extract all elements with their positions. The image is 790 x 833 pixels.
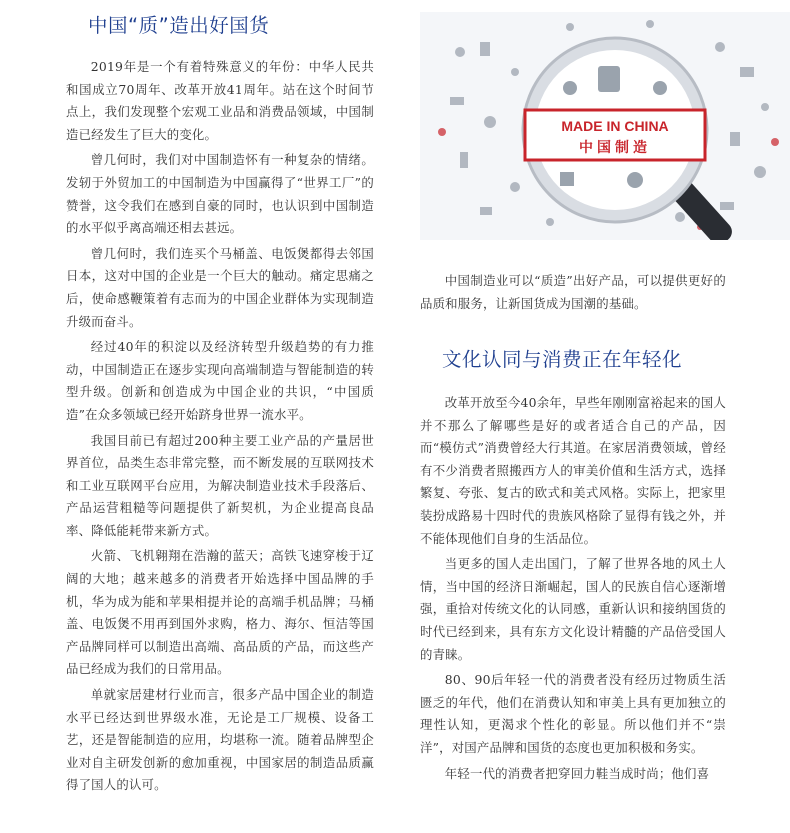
paragraph: 曾几何时，我们连买个马桶盖、电饭煲都得去邻国日本，这对中国的企业是一个巨大的触动。痛定思痛之后，使命感鞭策着有志而为的中国企业群体为实现制造升级而奋斗。 xyxy=(66,245,374,329)
paragraph: 年轻一代的消费者把穿回力鞋当成时尚；他们喜 xyxy=(444,765,710,781)
left-body xyxy=(66,56,374,797)
magnifier-illustration xyxy=(420,12,790,240)
article-title: 中国“质”造出好国货 xyxy=(88,14,270,37)
paragraph: 火箭、飞机翱翔在浩瀚的蓝天；高铁飞速穿梭于辽阔的大地；越来越多的消费者开始选择中国品牌的手机，华为成为能和苹果相提并论的高端手机品牌；马桶盖、电饭煲不用再到国外求购，格力、海尔、恒洁等国产品牌同样可以制造出高端、高品质的产品，而这些产品已经成为我们的日常用品。 xyxy=(66,548,374,677)
label-en: MADE IN CHINA xyxy=(561,118,669,134)
hero-image-made-in-china xyxy=(420,12,790,240)
right-body xyxy=(420,392,726,785)
paragraph: 单就家居建材行业而言，很多产品中国企业的制造水平已经达到世界级水准，无论是工厂规模、设备工艺，还是智能制造的应用，均堪称一流。随着品牌型企业对自主研发创新的愈加重视，中国家居的制造品质赢得了国人的认可。 xyxy=(66,687,374,793)
section-title: 文化认同与消费正在年轻化 xyxy=(442,348,683,371)
paragraph: 曾几何时，我们对中国制造怀有一种复杂的情绪。发轫于外贸加工的中国制造为中国赢得了“世界工厂”的赞誉，这令我们在感到自豪的同时，也认识到中国制造的水平似乎离高端还相去甚远。 xyxy=(66,152,374,236)
paragraph: 2019年是一个有着特殊意义的年份：中华人民共和国成立70周年、改革开放41周年。站在这个时间节点上，我们发现整个宏观工业品和消费品领域，中国制造已经发生了巨大的变化。 xyxy=(66,59,374,142)
paragraph: 80、90后年轻一代的消费者没有经历过物质生活匮乏的年代，他们在消费认知和审美上具有更加独立的理性认知，更渴求个性化的彰显。所以他们并不“崇洋”，对国产品牌和国货的态度也更加积极和务实。 xyxy=(420,672,726,755)
paragraph: 当更多的国人走出国门，了解了世界各地的风土人情，当中国的经济日渐崛起，国人的民族自信心逐渐增强，重拾对传统文化的认同感，重新认识和接纳国货的时代已经到来，具有东方文化设计精髓的产品倍受国人的青睐。 xyxy=(420,556,726,662)
intro-paragraph: 中国制造业可以“质造”出好产品，可以提供更好的品质和服务，让新国货成为国潮的基础。 xyxy=(420,273,726,311)
label-cn: 中国制造 xyxy=(579,140,651,156)
paragraph: 经过40年的积淀以及经济转型升级趋势的有力推动，中国制造正在逐步实现向高端制造与智能制造的转型升级。创新和创造成为中国企业的共识，“中国质造”在众多领域已经开始跻身世界一流水平。 xyxy=(66,339,374,422)
paragraph: 改革开放至今40余年，早些年刚刚富裕起来的国人并不那么了解哪些是好的或者适合自己的产品，因而“模仿式”消费曾经大行其道。在家居消费领域，曾经有不少消费者照搬西方人的审美价值和生活方式，选择繁复、夸张、复古的欧式和美式风格。实际上，把家里装扮成路易十四时代的贵族风格除了显得有钱之外，并不能体现他们自身的生活品位。 xyxy=(420,395,726,546)
paragraph: 我国目前已有超过200种主要工业产品的产量居世界首位，品类生态非常完整，而不断发展的互联网技术和工业互联网平台应用，为解决制造业技术手段落后、产品运营粗糙等问题提供了新契机，为企业提高良品率、降低能耗带来新方式。 xyxy=(66,432,374,538)
